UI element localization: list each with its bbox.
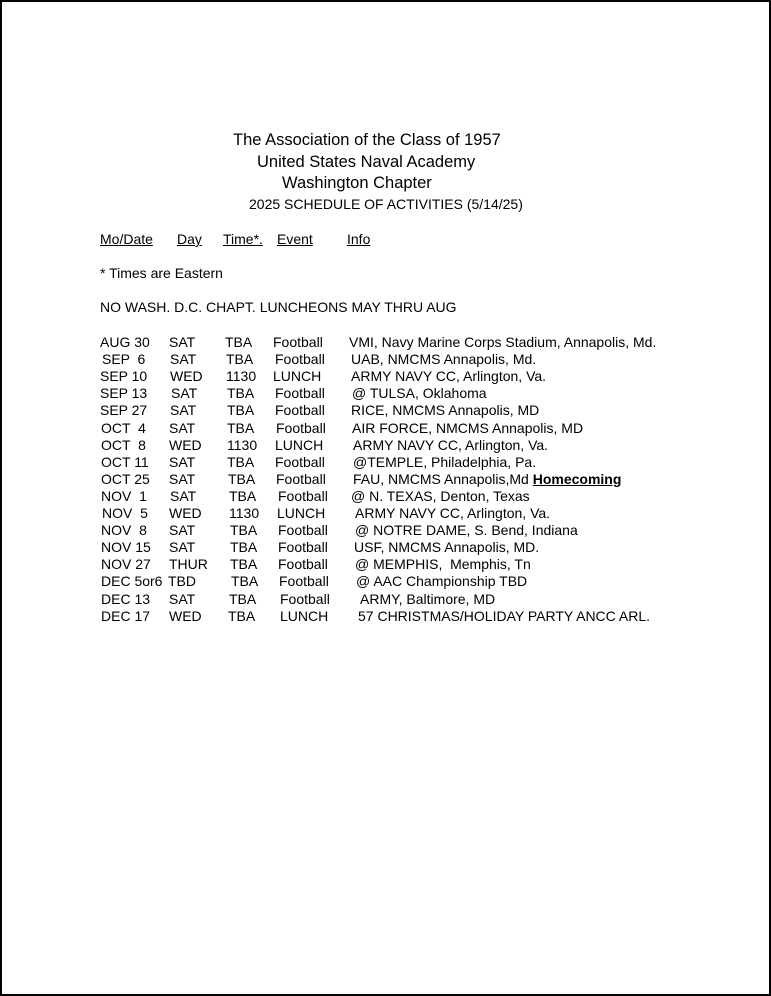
schedule-time: TBA [228, 607, 256, 624]
schedule-event: Football [275, 351, 325, 368]
schedule-info: USF, NMCMS Annapolis, MD. [354, 539, 540, 556]
schedule-time: TBA [225, 334, 253, 350]
schedule-info: RICE, NMCMS Annapolis, MD [351, 402, 540, 419]
schedule-event: LUNCH [280, 607, 329, 624]
schedule-time: TBA [227, 453, 255, 470]
schedule-time: TBA [226, 351, 254, 368]
schedule-event: Football [280, 590, 330, 607]
schedule-day: SAT [169, 539, 196, 556]
schedule-info: @ TULSA, Oklahoma [352, 385, 487, 402]
schedule-date: DEC 13 [101, 590, 151, 607]
schedule-day: SAT [169, 334, 196, 350]
schedule-event: Football [278, 539, 328, 556]
schedule-date: SEP 6 [102, 351, 146, 368]
schedule-event: Football [276, 419, 326, 436]
schedule-info: AIR FORCE, NMCMS Annapolis, MD [352, 419, 584, 436]
schedule-day: WED [170, 368, 203, 385]
schedule-date: OCT 11 [101, 453, 149, 470]
schedule-date: NOV 5 [102, 505, 148, 521]
schedule-event: LUNCH [275, 436, 324, 453]
schedule-row [2, 385, 769, 402]
schedule-event: LUNCH [277, 505, 326, 521]
schedule-event: Football [278, 487, 328, 504]
schedule-date: NOV 1 [101, 487, 147, 504]
schedule-row [2, 402, 769, 419]
schedule-row [2, 608, 769, 625]
schedule-day: SAT [170, 487, 197, 504]
schedule-row [2, 334, 769, 351]
schedule-info: @ N. TEXAS, Denton, Texas [351, 487, 530, 504]
schedule-day: SAT [169, 590, 196, 607]
schedule-date: SEP 27 [100, 402, 148, 419]
column-header-day: Day [177, 231, 202, 247]
schedule-event: Football [279, 573, 329, 590]
schedule-event: Football [276, 470, 326, 487]
header-chapter: Washington Chapter [282, 174, 432, 192]
schedule-row [2, 539, 769, 556]
schedule-row [2, 591, 769, 608]
schedule-date: OCT 25 [101, 470, 150, 487]
schedule-row [2, 437, 769, 454]
schedule-row [2, 471, 769, 488]
schedule-info: ARMY NAVY CC, Arlington, Va. [355, 505, 551, 521]
schedule-day: TBD [168, 573, 196, 590]
schedule-time: TBA [231, 573, 259, 590]
schedule-time: TBA [227, 385, 255, 402]
schedule-info: 57 CHRISTMAS/HOLIDAY PARTY ANCC ARL. [358, 607, 651, 624]
schedule-event: Football [278, 522, 328, 539]
schedule-row [2, 505, 769, 522]
schedule-info: VMI, Navy Marine Corps Stadium, Annapolis, Md. [349, 334, 657, 350]
schedule-info-wrapper [353, 471, 621, 487]
homecoming-label: Homecoming [532, 470, 622, 487]
schedule-date: OCT 8 [101, 436, 146, 453]
schedule-row [2, 420, 769, 437]
schedule-time: 1130 [227, 436, 258, 453]
schedule-day: WED [169, 607, 202, 624]
schedule-day: WED [169, 436, 202, 453]
schedule-day: SAT [169, 522, 196, 539]
schedule-date: DEC 17 [101, 607, 151, 624]
schedule-event: Football [275, 402, 325, 419]
schedule-day: THUR [169, 556, 208, 573]
schedule-day: SAT [169, 419, 196, 436]
schedule-row [2, 351, 769, 368]
times-note: * Times are Eastern [100, 265, 223, 281]
schedule-event: Football [275, 385, 325, 402]
header-association: The Association of the Class of 1957 [233, 131, 501, 149]
column-header-date: Mo/Date [100, 231, 153, 247]
schedule-time: TBA [227, 419, 255, 436]
schedule-info: ARMY, Baltimore, MD [360, 590, 496, 607]
column-header-time: Time*. [223, 231, 263, 247]
schedule-day: SAT [170, 351, 197, 368]
schedule-day: SAT [171, 385, 198, 402]
schedule-row [2, 488, 769, 505]
schedule-info: @TEMPLE, Philadelphia, Pa. [353, 453, 537, 470]
schedule-time: TBA [228, 470, 256, 487]
schedule-event: LUNCH [273, 368, 322, 385]
schedule-info: @ NOTRE DAME, S. Bend, Indiana [355, 522, 578, 539]
schedule-row [2, 454, 769, 471]
schedule-date: SEP 13 [100, 385, 148, 402]
schedule-date: DEC 5or6 [101, 573, 163, 590]
schedule-time: TBA [229, 590, 257, 607]
schedule-event: Football [275, 453, 325, 470]
schedule-row [2, 556, 769, 573]
schedule-event: Football [278, 556, 328, 573]
schedule-row [2, 522, 769, 539]
header-schedule-title: 2025 SCHEDULE OF ACTIVITIES (5/14/25) [249, 196, 523, 212]
schedule-time: TBA [230, 522, 258, 539]
schedule-info: ARMY NAVY CC, Arlington, Va. [353, 436, 549, 453]
schedule-info: @ AAC Championship TBD [356, 573, 528, 590]
schedule-date: NOV 27 [101, 556, 151, 573]
schedule-time: TBA [230, 556, 258, 573]
schedule-info: FAU, NMCMS Annapolis,Md [353, 470, 533, 487]
header-academy: United States Naval Academy [257, 153, 476, 171]
schedule-time: 1130 [226, 368, 257, 385]
luncheons-note: NO WASH. D.C. CHAPT. LUNCHEONS MAY THRU AUG [100, 299, 457, 315]
schedule-date: NOV 8 [101, 522, 147, 539]
schedule-info: @ MEMPHIS, Memphis, Tn [355, 556, 531, 573]
schedule-event: Football [273, 334, 323, 350]
schedule-date: AUG 30 [100, 334, 150, 350]
schedule-row [2, 573, 769, 590]
schedule-info: UAB, NMCMS Annapolis, Md. [351, 351, 537, 368]
schedule-time: TBA [230, 539, 258, 556]
schedule-time: TBA [229, 487, 257, 504]
schedule-row [2, 368, 769, 385]
schedule-day: WED [169, 505, 202, 521]
schedule-day: SAT [170, 402, 197, 419]
schedule-time: 1130 [229, 505, 260, 521]
column-header-event: Event [277, 231, 313, 247]
column-header-info: Info [347, 231, 371, 247]
schedule-date: NOV 15 [101, 539, 151, 556]
schedule-time: TBA [227, 402, 255, 419]
schedule-date: OCT 4 [101, 419, 146, 436]
schedule-info: ARMY NAVY CC, Arlington, Va. [351, 368, 547, 385]
schedule-day: SAT [169, 453, 196, 470]
schedule-day: SAT [169, 470, 196, 487]
schedule-date: SEP 10 [100, 368, 148, 385]
